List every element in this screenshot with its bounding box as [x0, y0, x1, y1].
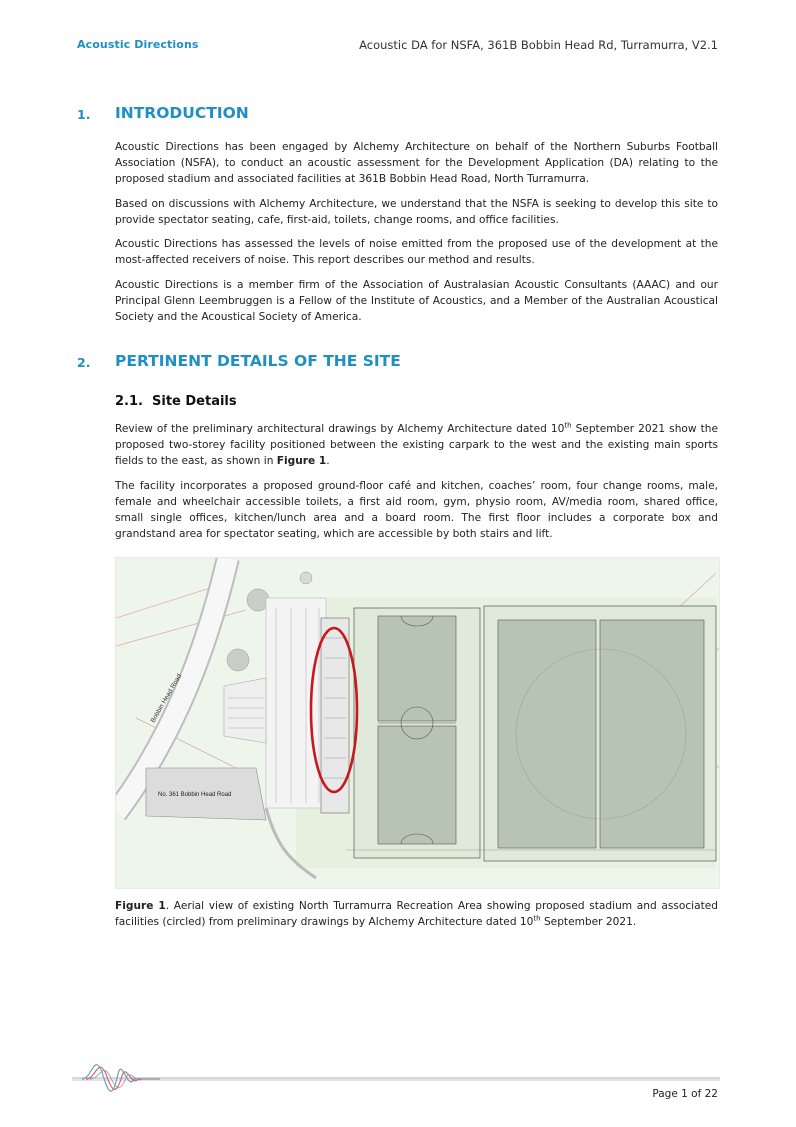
- figure-1-caption: Figure 1. Aerial view of existing North Turramurra Recreation Area showing proposed stadium and associated facilities (circled) from preliminary drawings by Alchemy Architecture dated 10th September 2021.: [115, 900, 719, 928]
- road-label: Bobbin Head Road: [149, 672, 184, 724]
- section-2-number: 2.: [77, 355, 91, 370]
- subsection-2-1-number: 2.1.: [115, 394, 143, 409]
- figure-1-reference: Figure 1: [276, 455, 327, 467]
- footer-waveform-logo: [72, 1062, 720, 1122]
- site-details-paragraph-2: The facility incorporates a proposed ground-floor café and kitchen, coaches’ room, four change rooms, male, female and wheelchair accessible toilets, a first aid room, gym, physio room, AV/media room, shared office, small single offices, kitchen/lunch area and a board room. The first floor includes a corporate box and grandstand area for spectator seating, which are accessible by both stairs and lift.: [115, 480, 718, 540]
- section-1-heading: [77, 104, 249, 122]
- header-company: Acoustic Directions: [77, 38, 199, 51]
- section-1-title: INTRODUCTION: [115, 104, 249, 122]
- site-plan-drawing: [116, 558, 719, 888]
- intro-paragraph-4: Acoustic Directions is a member firm of the Association of Australasian Acoustic Consultants (AAAC) and our Principal Glenn Leembruggen is a Fellow of the Institute of Acoustics, and a Member of the Australian Acoustical Society and the Acoustical Society of America.: [115, 279, 718, 323]
- page-number: Page 1 of 22: [652, 1088, 718, 1100]
- header-doc-title: Acoustic DA for NSFA, 361B Bobbin Head Rd, Turramurra, V2.1: [359, 38, 718, 52]
- intro-paragraph-2: Based on discussions with Alchemy Architecture, we understand that the NSFA is seeking to develop this site to provide spectator seating, cafe, first-aid, toilets, change rooms, and office facilities.: [115, 198, 718, 226]
- subsection-2-1-heading: [115, 394, 237, 409]
- intro-paragraph-3: Acoustic Directions has assessed the levels of noise emitted from the proposed use of the development at the most-affected receivers of noise. This report describes our method and results.: [115, 238, 718, 266]
- site-details-paragraph-1: Review of the preliminary architectural drawings by Alchemy Architecture dated 10th September 2021 show the proposed two-storey facility positioned between the existing carpark to the west and the existing main sports fields to the east, as shown in Figure 1.: [115, 421, 718, 467]
- house-label: No. 361 Bobbin Head Road: [158, 792, 232, 798]
- subsection-2-1-title: Site Details: [152, 394, 237, 409]
- section-2-title: PERTINENT DETAILS OF THE SITE: [115, 352, 401, 370]
- intro-paragraph-1: Acoustic Directions has been engaged by Alchemy Architecture on behalf of the Northern Suburbs Football Association (NSFA), to conduct an acoustic assessment for the Development Application (DA) relating to the proposed stadium and associated facilities at 361B Bobbin Head Road, North Turramurra.: [115, 141, 718, 185]
- section-2-heading: [77, 352, 401, 370]
- site-plan-figure: [115, 557, 720, 889]
- figure-1-caption-label: Figure 1: [115, 900, 166, 912]
- section-1-number: 1.: [77, 107, 91, 122]
